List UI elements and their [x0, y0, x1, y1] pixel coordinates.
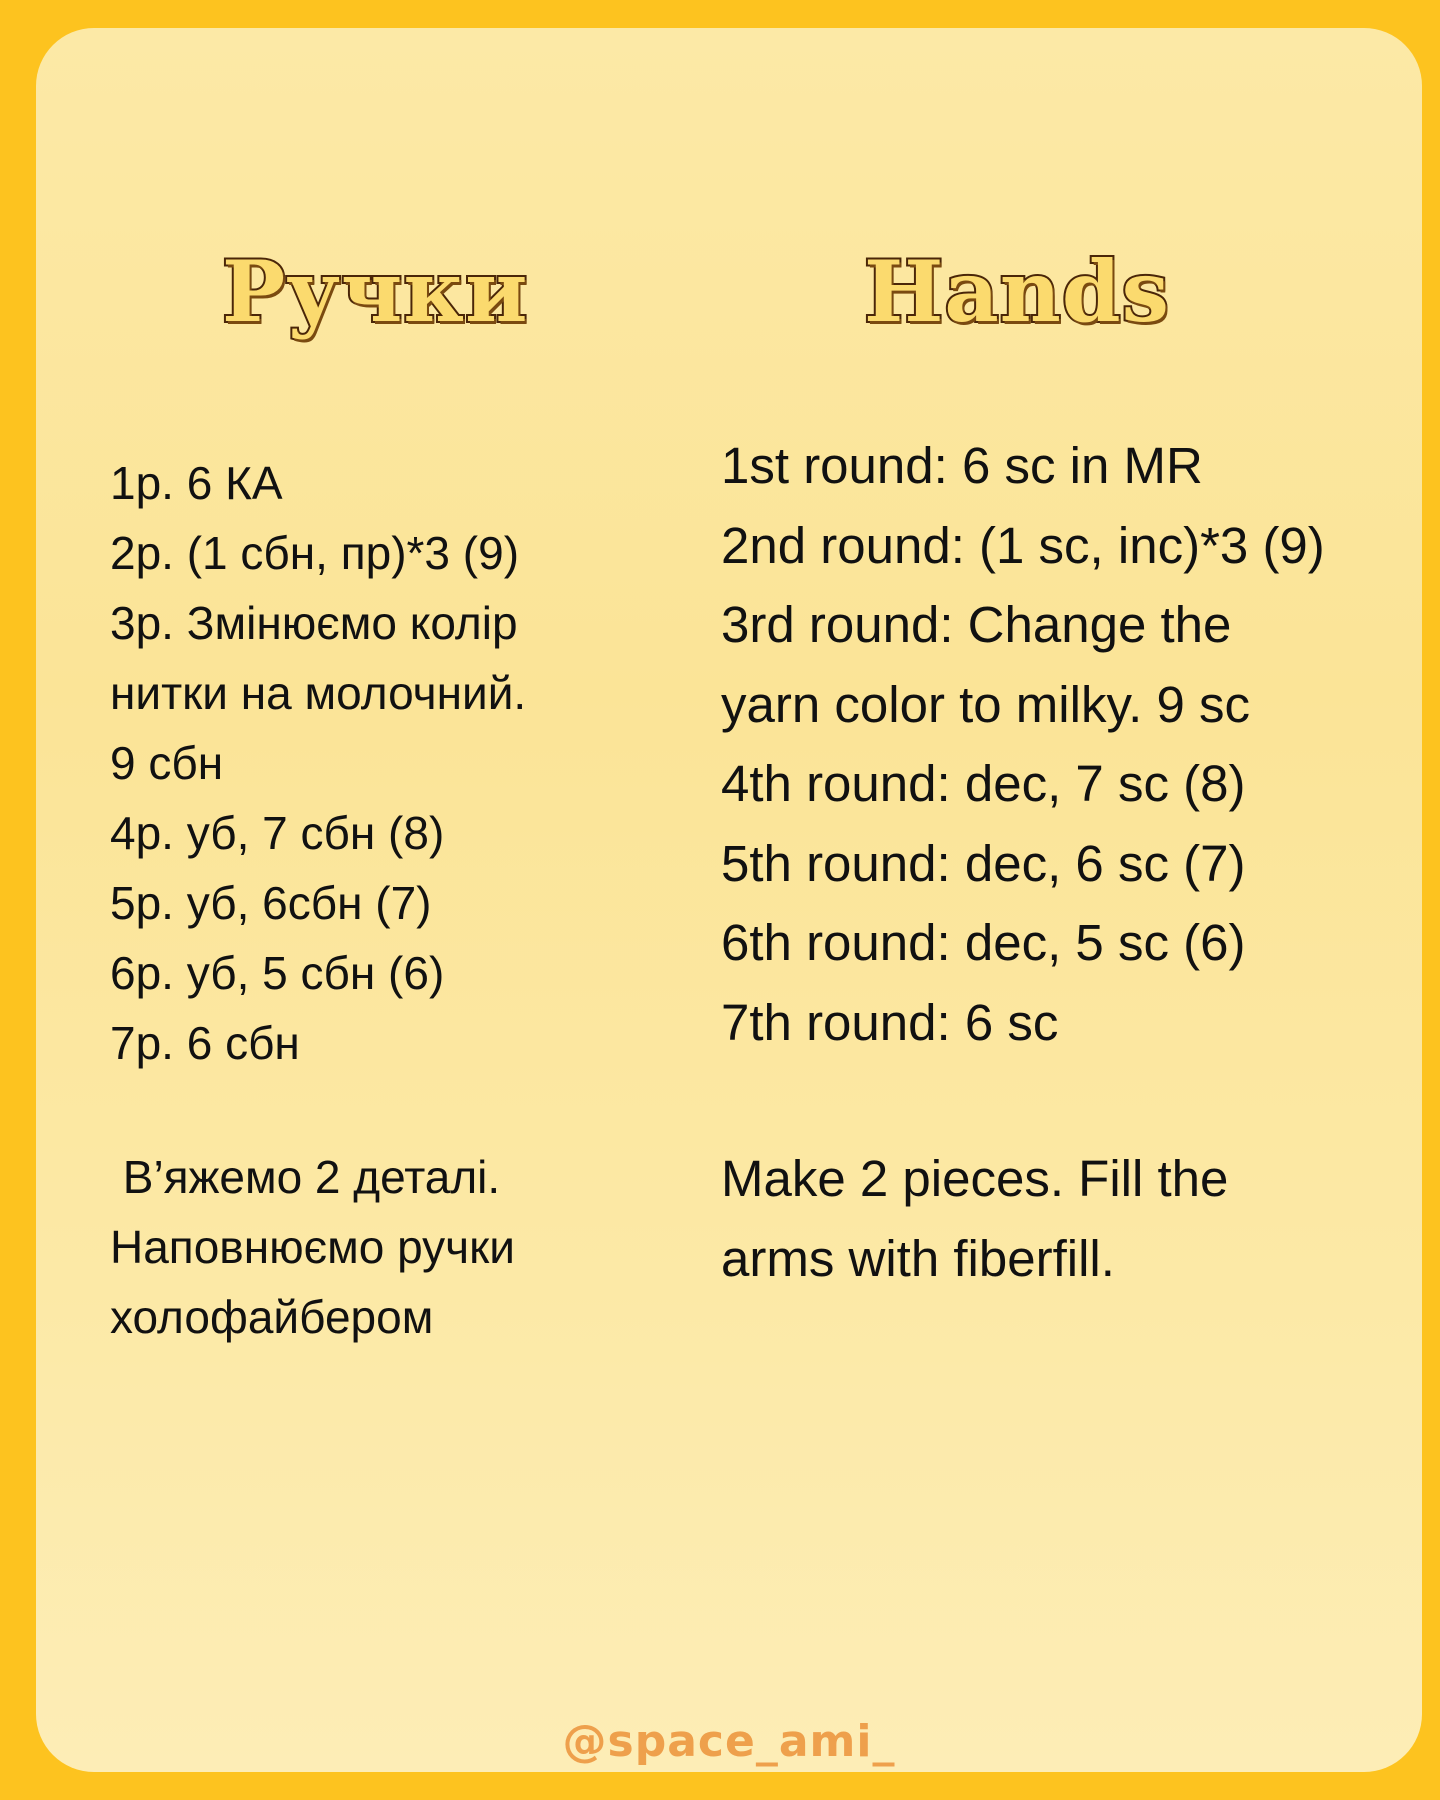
instructions-english: [721, 426, 1411, 1298]
round-line: yarn color to milky. 9 sc: [721, 675, 1251, 733]
row-line: 7р. 6 сбн: [110, 1017, 300, 1069]
round-line: 3rd round: Change the: [721, 596, 1232, 653]
note-line: arms with fiberfill.: [721, 1229, 1115, 1287]
row-line: 6р. уб, 5 сбн (6): [110, 947, 445, 999]
spacer: [721, 1062, 1411, 1139]
note-line: В’яжемо 2 деталі.: [110, 1151, 501, 1203]
round-line: 4th round: dec, 7 sc (8): [721, 755, 1246, 812]
note-line: Наповнюємо ручки: [110, 1221, 515, 1273]
title-ukrainian: Ручки: [222, 242, 529, 341]
row-line: 9 сбн: [110, 737, 224, 789]
row-line: нитки на молочний.: [110, 667, 527, 719]
note-line: холофайбером: [110, 1291, 434, 1343]
author-handle: @space_ami_: [562, 1716, 896, 1767]
row-line: 3р. Змінюємо колір: [110, 597, 518, 649]
recipe-card: [36, 28, 1422, 1772]
instructions-ukrainian: [110, 448, 630, 1352]
round-line: 2nd round: (1 sc, inc)*3 (9): [721, 516, 1325, 574]
row-line: 4р. уб, 7 сбн (8): [110, 807, 445, 859]
row-line: 5р. уб, 6сбн (7): [110, 877, 432, 929]
round-line: 7th round: 6 sc: [721, 993, 1059, 1051]
round-line: 5th round: dec, 6 sc (7): [721, 834, 1246, 892]
spacer: [110, 1078, 630, 1142]
row-line: 1р. 6 КА: [110, 457, 283, 509]
row-line: 2р. (1 сбн, пр)*3 (9): [110, 527, 520, 579]
title-english: Hands: [864, 242, 1170, 341]
round-line: 1st round: 6 sc in MR: [721, 437, 1203, 494]
note-line: Make 2 pieces. Fill the: [721, 1150, 1229, 1207]
round-line: 6th round: dec, 5 sc (6): [721, 914, 1246, 971]
